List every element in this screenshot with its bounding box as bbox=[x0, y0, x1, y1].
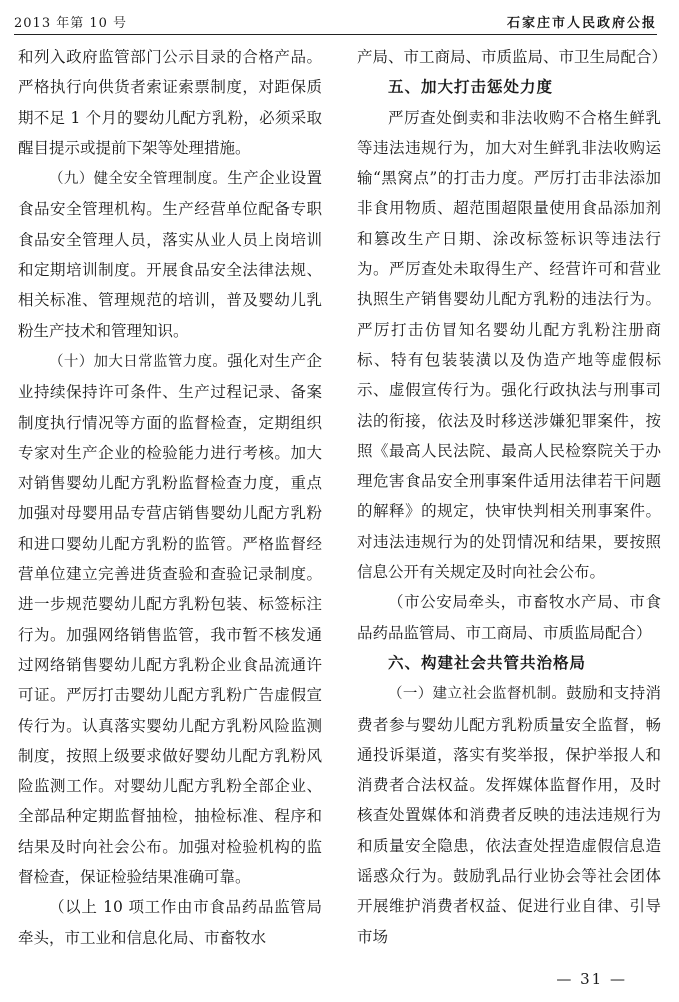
item-10-title: （十）加大日常监管力度。 bbox=[49, 353, 228, 370]
left-column bbox=[18, 42, 322, 953]
section-5-heading: 五、加大打击惩处力度 bbox=[388, 77, 554, 97]
publication-title: 石家庄市人民政府公报 bbox=[506, 16, 657, 31]
item-9-body: 生产企业设置食品安全管理机构。生产经营单位配备专职食品安全管理人员，落实从业人员上岗培训和定期培训制度。开展食品安全法律法规、相关标准、管理规范的培训，普及婴幼儿乳粉生产技术和管理知识。 bbox=[18, 169, 322, 340]
item-10-body: 强化对生产企业持续保持许可条件、生产过程记录、备案制度执行情况等方面的监督检查，定期组织专家对生产企业的检验能力进行考核。加大对销售婴幼儿配方乳粉监督检查力度，重点加强对母婴用品专营店销售婴幼儿配方乳粉和进口婴幼儿配方乳粉的监管。严格监督经营单位建立完善进货查验和查验记录制度。进一步规范婴幼儿配方乳粉包装、标签标注行为。加强网络销售监管，我市暂不核发通过网络销售婴幼儿配方乳粉企业食品流通许可证。严厉打击婴幼儿配方乳粉广告虚假宣传行为。认真落实婴幼儿配方乳粉风险监测制度，按照上级要求做好婴幼儿配方乳粉风险监测工作。对婴幼儿配方乳粉全部企业、全部品种定期监督抽检，抽检标准、程序和结果及时向社会公布。加强对检验机构的监督检查，保证检验结果准确可靠。 bbox=[18, 351, 322, 887]
page-number: — 31 — bbox=[556, 970, 627, 988]
issue-label: 2013 年第 10 号 bbox=[14, 16, 128, 31]
section-6-heading: 六、构建社会共管共治格局 bbox=[388, 652, 587, 672]
paragraph-continuation: 和列入政府监管部门公示目录的合格产品。严格执行向供货者索证索票制度，对距保质期不足 1 个月的婴幼儿配方乳粉，必须采取醒目提示或提前下架等处理措施。 bbox=[18, 48, 322, 157]
paragraph-section-6-item-1 bbox=[357, 678, 661, 952]
responsibility-continuation: 产局、市工商局、市质监局、市卫生局配合） bbox=[357, 48, 668, 66]
paragraph-item-10 bbox=[18, 346, 322, 892]
page-header bbox=[14, 8, 657, 35]
paragraph-item-9 bbox=[18, 163, 322, 346]
item-9-title: （九）健全安全管理制度。 bbox=[49, 171, 228, 188]
section-5-responsibility: （市公安局牵头，市畜牧水产局、市食品药品监管局、市工商局、市质监局配合） bbox=[357, 593, 661, 642]
responsibility-note: （以上 10 项工作由市食品药品监管局牵头，市工业和信息化局、市畜牧水 bbox=[18, 898, 322, 947]
section-6-item-1-title: （一）建立社会监督机制。 bbox=[388, 686, 567, 703]
section-5-body: 严厉查处倒卖和非法收购不合格生鲜乳等违法违规行为，加大对生鲜乳非法收购运输“黑窝点”的打击力度。严厉打击非法添加非食用物质、超范围超限量使用食品添加剂和篡改生产日期、涂改标签标识等违法行为。严厉查处未取得生产、经营许可和营业执照生产销售婴幼儿配方乳粉的违法行为。严厉打击仿冒知名婴幼儿配方乳粉注册商标、特有包装装潢以及伪造产地等虚假标示、虚假宣传行为。强化行政执法与刑事司法的衔接，依法及时移送涉嫌犯罪案件，按照《最高人民法院、最高人民检察院关于办理危害食品安全刑事案件适用法律若干问题的解释》的规定，快审快判相关刑事案件。对违法违规行为的处罚情况和结果，要按照信息公开有关规定及时向社会公布。 bbox=[357, 108, 661, 582]
section-6-item-1-body: 鼓励和支持消费者参与婴幼儿配方乳粉质量安全监督，畅通投诉渠道，落实有奖举报，保护举报人和消费者合法权益。发挥媒体监督作用，及时核查处置媒体和消费者反映的违法违规行为和质量安全隐患，依法查处捏造虚假信息造谣惑众行为。鼓励乳品行业协会等社会团体开展维护消费者权益、促进行业自律、引导市场 bbox=[357, 684, 661, 946]
right-column bbox=[357, 42, 668, 952]
